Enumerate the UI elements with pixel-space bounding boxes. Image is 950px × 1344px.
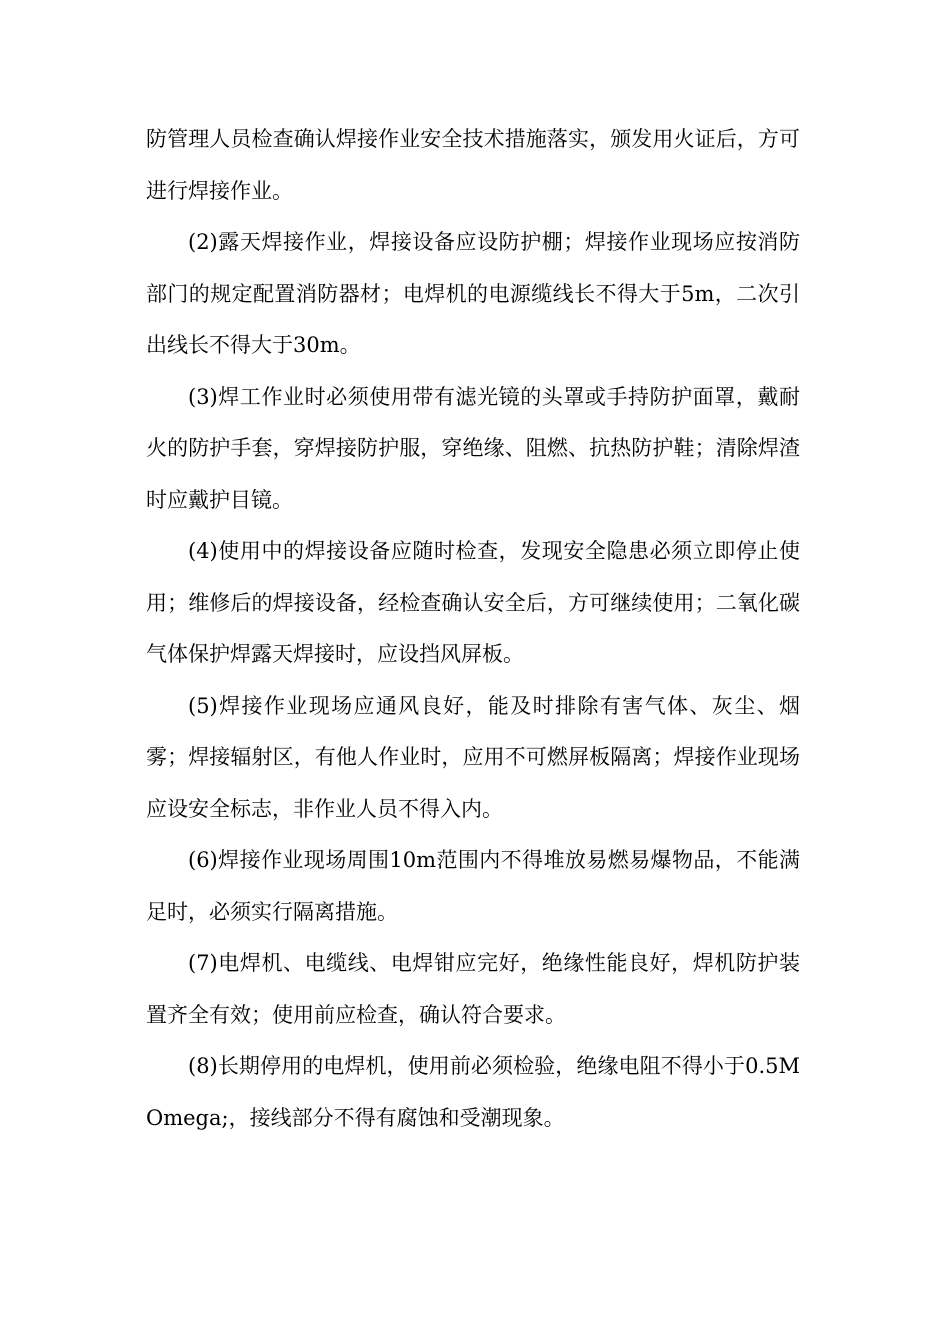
paragraph-item-8: (8)长期停用的电焊机，使用前必须检验，绝缘电阻不得小于0.5MOmega;，接线部分不得有腐蚀和受潮现象。: [146, 1054, 800, 1130]
paragraph-item-5: (5)焊接作业现场应通风良好，能及时排除有害气体、灰尘、烟雾；焊接辐射区，有他人作业时，应用不可燃屏板隔离；焊接作业现场应设安全标志，非作业人员不得入内。: [146, 693, 800, 821]
paragraph-item-3: (3)焊工作业时必须使用带有滤光镜的头罩或手持防护面罩，戴耐火的防护手套，穿焊接防护服，穿绝缘、阻燃、抗热防护鞋；清除焊渣时应戴护目镜。: [146, 384, 800, 512]
document-body: [146, 114, 800, 1144]
paragraph-item-4: (4)使用中的焊接设备应随时检查，发现安全隐患必须立即停止使用；维修后的焊接设备，经检查确认安全后，方可继续使用；二氧化碳气体保护焊露天焊接时，应设挡风屏板。: [146, 539, 800, 666]
paragraph-continuation: 防管理人员检查确认焊接作业安全技术措施落实，颁发用火证后，方可进行焊接作业。: [146, 127, 800, 203]
paragraph-item-6: (6)焊接作业现场周围10m范围内不得堆放易燃易爆物品，不能满足时，必须实行隔离措施。: [146, 848, 800, 924]
paragraph-item-2: (2)露天焊接作业，焊接设备应设防护棚；焊接作业现场应按消防部门的规定配置消防器材；电焊机的电源缆线长不得大于5m，二次引出线长不得大于30m。: [146, 230, 800, 357]
paragraph-item-7: (7)电焊机、电缆线、电焊钳应完好，绝缘性能良好，焊机防护装置齐全有效；使用前应检查，确认符合要求。: [146, 951, 800, 1027]
